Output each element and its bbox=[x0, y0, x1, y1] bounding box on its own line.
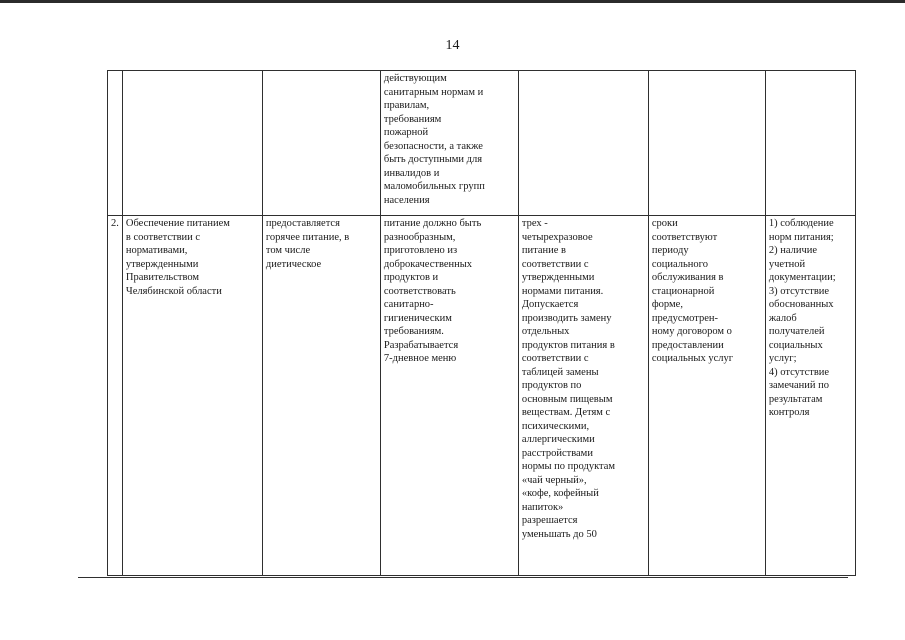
text-line: соответствии с bbox=[521, 258, 589, 270]
text-line: контроля bbox=[768, 407, 810, 418]
text-line: обоснованных bbox=[768, 299, 834, 310]
text-line: том числе bbox=[265, 245, 311, 256]
text-line: Обеспечение питанием bbox=[125, 218, 230, 229]
cell-description-empty bbox=[262, 71, 380, 216]
text-line: основным пищевым bbox=[521, 393, 613, 405]
text-line: соответствуют bbox=[651, 231, 718, 243]
text-line: продуктов по bbox=[521, 380, 582, 391]
text-line: замечаний по bbox=[768, 380, 830, 391]
cell-volume-empty bbox=[518, 71, 648, 216]
text-line: санитарным нормам и bbox=[383, 86, 484, 98]
text-line: 3) отсутствие bbox=[768, 285, 830, 297]
text-line: разрешается bbox=[521, 515, 578, 526]
table-row-continuation bbox=[108, 71, 856, 216]
text-line: питание в bbox=[521, 245, 566, 256]
text-line: веществам. Детям с bbox=[521, 407, 611, 418]
cell-quality-empty bbox=[765, 71, 855, 216]
text-line: четырехразовое bbox=[521, 231, 593, 243]
text-line: получателей bbox=[768, 326, 825, 337]
text-line: предоставляется bbox=[265, 218, 340, 229]
text-line: нормативами, bbox=[125, 245, 188, 256]
text-line: жалоб bbox=[768, 312, 797, 324]
text-line: доброкачественных bbox=[383, 258, 473, 270]
text-line: уменьшать до 50 bbox=[521, 528, 597, 540]
cell-service-volume bbox=[518, 216, 648, 576]
text-line: периоду bbox=[651, 245, 689, 256]
text-line: инвалидов и bbox=[383, 167, 440, 179]
cell-service-terms bbox=[648, 216, 765, 576]
text-line: быть доступными для bbox=[383, 154, 483, 165]
text-line: напиток» bbox=[521, 501, 564, 513]
text-line: производить замену bbox=[521, 312, 612, 324]
text-line: форме, bbox=[651, 299, 683, 310]
text-line: продуктов и bbox=[383, 272, 439, 283]
text-line: Допускается bbox=[521, 299, 579, 310]
text-line: «кофе, кофейный bbox=[521, 488, 599, 499]
text-line: 1) соблюдение bbox=[768, 218, 834, 229]
text-line: пожарной bbox=[383, 127, 429, 138]
text-line: соответствовать bbox=[383, 285, 456, 297]
text-line: требованиям. bbox=[383, 326, 444, 337]
text-line: «чай черный», bbox=[521, 474, 587, 486]
text-line: утвержденными bbox=[521, 272, 595, 283]
text-line: требованиям bbox=[383, 113, 442, 125]
text-line: горячее питание, в bbox=[265, 231, 350, 243]
text-line: услуг; bbox=[768, 353, 797, 364]
page-number: 14 bbox=[445, 38, 460, 53]
text-line: безопасности, а также bbox=[383, 140, 483, 152]
cell-service-conditions bbox=[380, 216, 518, 576]
cell-service-name bbox=[122, 216, 262, 576]
cell-service-description bbox=[262, 216, 380, 576]
text-line: социальных bbox=[768, 339, 823, 351]
text-line: Разрабатывается bbox=[383, 339, 459, 351]
cell-number: 2. bbox=[108, 216, 123, 576]
text-line: учетной bbox=[768, 258, 806, 270]
text-line: Правительством bbox=[125, 272, 200, 283]
cell-number-empty bbox=[108, 71, 123, 216]
text-line: диетическое bbox=[265, 258, 322, 270]
text-line: питание должно быть bbox=[383, 218, 482, 229]
text-line: документации; bbox=[768, 272, 836, 283]
text-line: 2) наличие bbox=[768, 245, 818, 256]
top-border-rule bbox=[0, 0, 905, 3]
text-line: обслуживания в bbox=[651, 272, 724, 283]
text-line: санитарно- bbox=[383, 299, 434, 310]
text-line: ному договором о bbox=[651, 326, 732, 337]
text-line: предоставлении bbox=[651, 339, 724, 351]
text-line: действующим bbox=[383, 73, 447, 84]
text-line: в соответствии с bbox=[125, 231, 201, 243]
cell-conditions-continuation bbox=[380, 71, 518, 216]
text-line: приготовлено из bbox=[383, 245, 458, 256]
text-line: стационарной bbox=[651, 285, 715, 297]
cell-service-empty bbox=[122, 71, 262, 216]
cell-terms-empty bbox=[648, 71, 765, 216]
text-line: утвержденными bbox=[125, 258, 199, 270]
text-line: продуктов питания в bbox=[521, 339, 615, 351]
text-line: 7-дневное меню bbox=[383, 353, 457, 364]
bottom-table-rule bbox=[78, 577, 848, 578]
text-line: расстройствами bbox=[521, 447, 593, 459]
text-line: отдельных bbox=[521, 326, 570, 337]
text-line: правилам, bbox=[383, 100, 430, 111]
text-line: маломобильных групп bbox=[383, 181, 485, 192]
text-line: 4) отсутствие bbox=[768, 366, 830, 378]
text-line: норм питания; bbox=[768, 231, 834, 243]
text-line: сроки bbox=[651, 218, 678, 229]
text-line: таблицей замены bbox=[521, 366, 599, 378]
text-line: результатам bbox=[768, 393, 823, 405]
requirements-table bbox=[107, 70, 856, 576]
text-line: психическими, bbox=[521, 420, 590, 432]
text-line: социального bbox=[651, 258, 708, 270]
text-line: населения bbox=[383, 194, 430, 206]
table-row-2 bbox=[108, 216, 856, 576]
cell-quality-indicators bbox=[765, 216, 855, 576]
text-line: нормами питания. bbox=[521, 285, 604, 297]
text-line: гигиеническим bbox=[383, 312, 452, 324]
text-line: нормы по продуктам bbox=[521, 461, 616, 472]
text-line: разнообразным, bbox=[383, 231, 456, 243]
text-line: аллергическими bbox=[521, 434, 595, 445]
text-line: социальных услуг bbox=[651, 353, 734, 364]
text-line: предусмотрен- bbox=[651, 312, 719, 324]
text-line: соответствии с bbox=[521, 353, 589, 364]
text-line: Челябинской области bbox=[125, 285, 222, 297]
text-line: трех - bbox=[521, 218, 548, 229]
